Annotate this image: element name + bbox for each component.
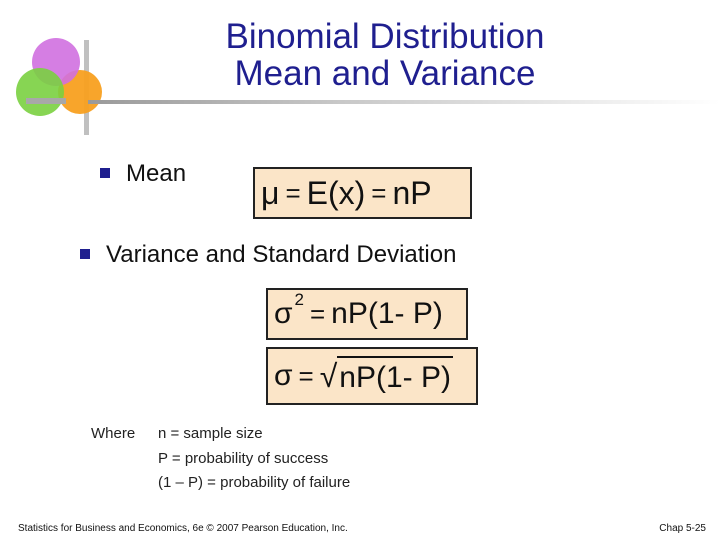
bullet-mean [100, 160, 186, 188]
sd-formula-lhs: σ [274, 359, 293, 392]
mean-formula [253, 167, 472, 219]
variance-formula-lhs: σ [274, 297, 293, 330]
variance-formula-rhs: nP(1- P) [331, 297, 443, 330]
slide-logo [0, 0, 120, 140]
mean-formula-eq1: = [285, 177, 301, 208]
variance-formula-eq: = [309, 298, 326, 329]
variance-formula-exponent: 2 [294, 290, 304, 309]
mean-formula-rhs: nP [392, 174, 432, 211]
title-line-1: Binomial Distribution [225, 17, 545, 56]
footer-citation: Statistics for Business and Economics, 6e © 2007 Pearson Education, Inc. [18, 523, 348, 534]
sqrt-sign-icon: √ [319, 358, 338, 394]
sqrt-expression [320, 356, 453, 396]
logo-horizontal-bar [26, 98, 66, 104]
where-item: n = sample size [158, 425, 263, 442]
where-definitions [158, 425, 350, 499]
mean-formula-lhs: μ [261, 174, 280, 211]
mean-formula-mid: E(x) [306, 174, 366, 211]
where-label: Where [91, 425, 136, 442]
footer-page-number: Chap 5-25 [659, 523, 706, 534]
where-item: P = probability of success [158, 449, 329, 467]
title-line-2: Mean and Variance [234, 54, 536, 93]
where-item: (1 – P) = probability of failure [158, 474, 351, 491]
bullet-mean-label: Mean [126, 160, 187, 187]
bullet-square-icon [80, 249, 90, 259]
sd-formula [266, 347, 478, 405]
sd-formula-eq: = [298, 360, 314, 391]
title-divider [88, 100, 720, 104]
logo-green-circle [16, 68, 64, 116]
bullet-square-icon [100, 168, 110, 178]
bullet-variance-label: Variance and Standard Deviation [106, 241, 457, 268]
mean-formula-eq2: = [371, 177, 387, 208]
bullet-variance [80, 241, 456, 269]
sd-formula-radicand: nP(1- P) [337, 356, 453, 396]
variance-formula [266, 288, 468, 340]
slide-title [150, 18, 620, 92]
